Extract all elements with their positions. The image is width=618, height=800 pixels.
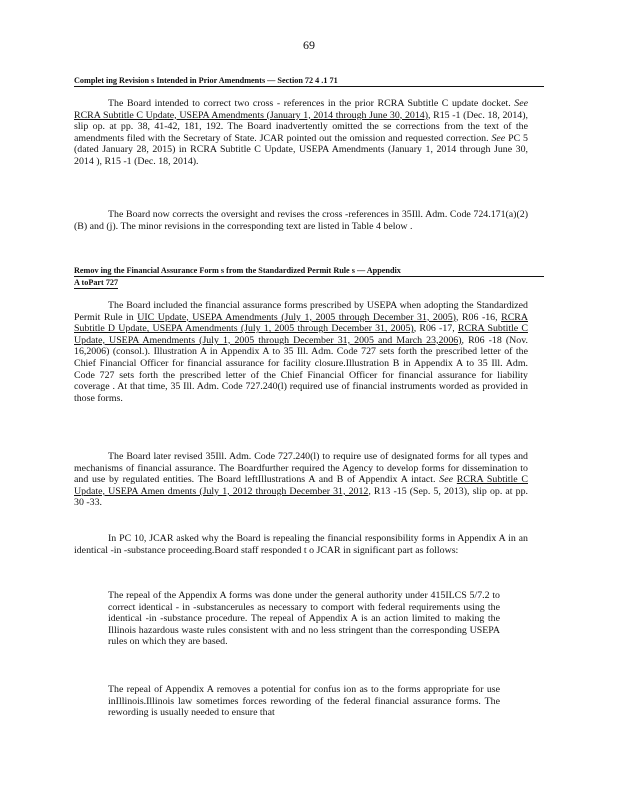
block-quote-repeal-authority: The repeal of the Appendix A forms was done under the general authority under 415ILCS 5/7.2 to correct identical - in -substancerules as necessary to comport with federal requirements using the identical -in -substance procedure. The repeal of Appendix A is an action limited to making the Illinois hazardous waste rules consistent with and no less stringent than the corresponding USEPA rules on which they are based.: [108, 590, 500, 648]
section-heading-completing-revisions: Complet ing Revision s Intended in Prior Amendments — Section 72 4 .1 71: [74, 75, 544, 87]
paragraph-intended-corrections: The Board intended to correct two cross - references in the prior RCRA Subtitle C update docket. See RCRA Subtitle C Update, USEPA Amendments (January 1, 2014 through June 30, 2014), R15 -1 (Dec. 18, 2014), slip op. at pp. 38, 41-42, 181, 192. The Board inadvertently omitted the se corrections from the text of the amendments filed with the Secretary of State. JCAR pointed out the omission and requested correction. See PC 5 (dated January 28, 2015) in RCRA Subtitle C Update, USEPA Amendments (January 1, 2014 through June 30, 2014 ), R15 -1 (Dec. 18, 2014).: [74, 98, 528, 167]
paragraph-financial-assurance-forms: The Board included the financial assurance forms prescribed by USEPA when adopting the Standardized Permit Rule in UIC Update, USEPA Amendments (July 1, 2005 through December 31, 2005), R06 -16, RCRA Subtitle D Update, USEPA Amendments (July 1, 2005 through December 31, 2005), R06 -17, RCRA Subtitle C Update, USEPA Amendments (July 1, 2005 through December 31, 2005 and March 23,2006), R06 -18 (Nov. 16,2006) (consol.). Illustration A in Appendix A to 35 Ill. Adm. Code 727 sets forth the prescribed letter of the Chief Financial Officer for financial assurance for facility closure.Illustration B in Appendix A to 35 Ill. Adm. Code 727 sets forth the prescribed letter of the Chief Financial Officer for financial assurance for liability coverage . At that time, 35 Ill. Adm. Code 727.240(l) required use of financial instruments worded as provided in those forms.: [74, 300, 529, 404]
paragraph-jcar-question: In PC 10, JCAR asked why the Board is repealing the financial responsibility forms in Appendix A in an identical -in -substance proceeding.Board staff responded t o JCAR in significant part as follows:: [74, 533, 528, 556]
paragraph-board-later-revised: The Board later revised 35Ill. Adm. Code 727.240(l) to require use of designated forms for all types and mechanisms of financial assurance. The Boardfurther required the Agency to develop forms for dissemination to and use by regulated entities. The Board leftIllustrations A and B of Appendix A intact. See RCRA Subtitle C Update, USEPA Amen dments (July 1, 2012 through December 31, 2012, R13 -15 (Sep. 5, 2013), slip op. at pp. 30 -33.: [74, 451, 528, 509]
block-quote-repeal-confusion: The repeal of Appendix A removes a potential for confus ion as to the forms appropriate for use inIllinois.Illinois law sometimes forces rewording of the federal financial assurance forms. The rewording is usually needed to ensure that: [108, 684, 500, 719]
section-heading-removing-forms-line2: A toPart 727: [74, 278, 119, 287]
paragraph-board-corrects: The Board now corrects the oversight and revises the cross -references in 35Ill. Adm. Code 724.171(a)(2)(B) and (j). The minor revisions in the corresponding text are listed in Table 4 below .: [74, 209, 528, 232]
section-heading-removing-forms: Remov ing the Financial Assurance Form s from the Standardized Permit Rule s — Appendix: [74, 265, 544, 277]
page-number: 69: [303, 38, 315, 52]
